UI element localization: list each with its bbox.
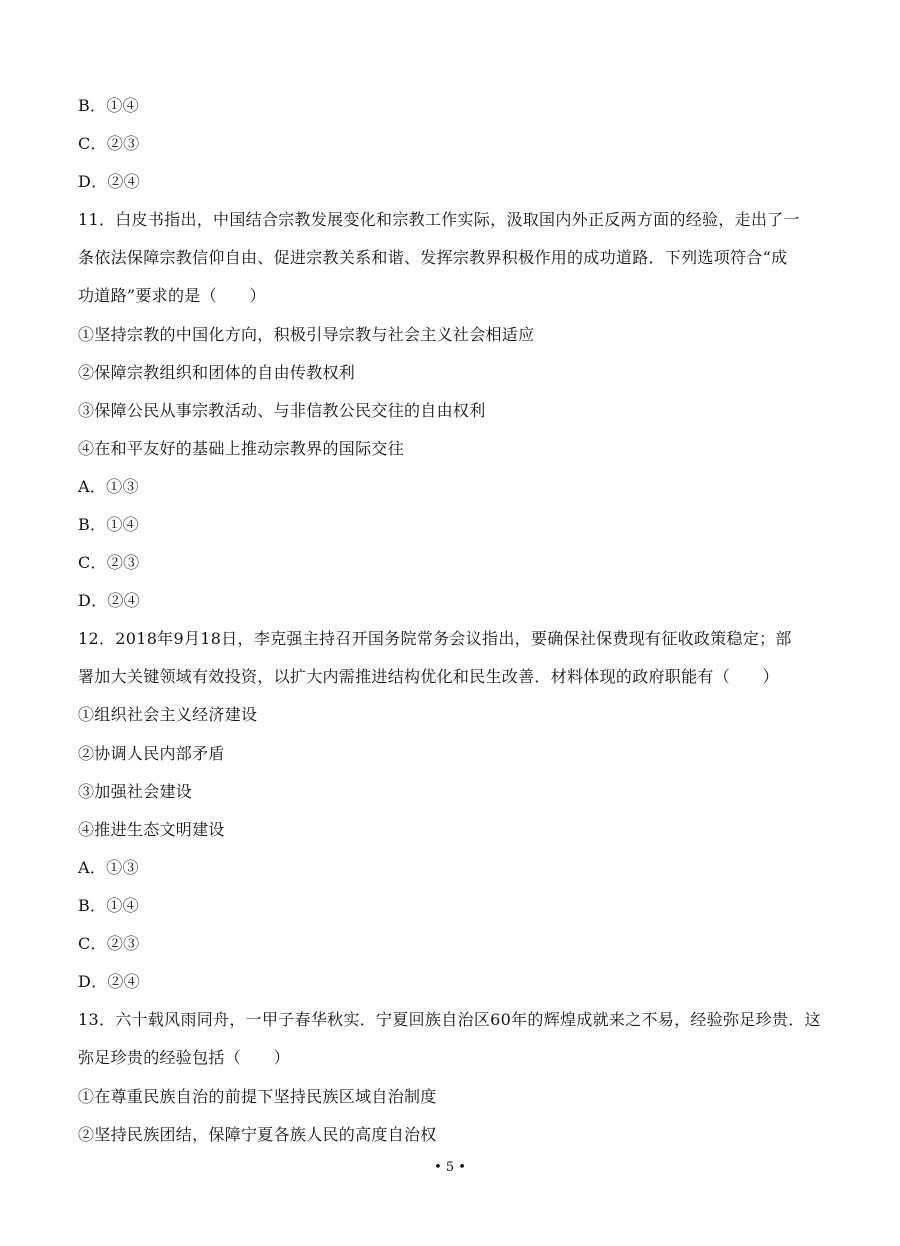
statement-line: ②协调人民内部矛盾 [78, 744, 225, 763]
statement-line: ①组织社会主义经济建设 [78, 705, 258, 724]
text-line-2: C．②③ [78, 134, 140, 153]
option-line: B．①④ [78, 515, 139, 534]
question-13-line-1: 13．六十载风雨同舟，一甲子春华秋实．宁夏回族自治区60年的辉煌成就来之不易，经验弥足珍贵．这 [78, 1010, 821, 1029]
statement-line: ③加强社会建设 [78, 782, 193, 801]
statement-line: ②保障宗教组织和团体的自由传教权利 [78, 363, 356, 382]
option-line: D．②④ [78, 591, 141, 610]
statement-line: ①在尊重民族自治的前提下坚持民族区域自治制度 [78, 1087, 437, 1106]
statement-line: ②坚持民族团结，保障宁夏各族人民的高度自治权 [78, 1125, 437, 1144]
option-line: C．②③ [78, 934, 140, 953]
option-line: A．①③ [78, 858, 139, 877]
statement-line: ④推进生态文明建设 [78, 820, 225, 839]
statement-line: ③保障公民从事宗教活动、与非信教公民交往的自由权利 [78, 401, 486, 420]
question-12-line-1: 12．2018年9月18日，李克强主持召开国务院常务会议指出，要确保社保费现有征收政策稳定；部 [78, 629, 792, 648]
question-12-line-2: 署加大关键领域有效投资，以扩大内需推进结构优化和民生改善．材料体现的政府职能有（ ） [78, 667, 779, 686]
question-11-line-3: 功道路”要求的是（ ） [78, 286, 266, 305]
page-number: • 5 • [434, 1160, 466, 1175]
text-line-3: D．②④ [78, 172, 141, 191]
option-line: C．②③ [78, 553, 140, 572]
question-11-line-1: 11．白皮书指出，中国结合宗教发展变化和宗教工作实际，汲取国内外正反两方面的经验，走出了一 [78, 210, 800, 229]
option-line: D．②④ [78, 972, 141, 991]
question-13-line-2: 弥足珍贵的经验包括（ ） [78, 1048, 290, 1067]
option-line: A．①③ [78, 477, 139, 496]
text-line-1: B．①④ [78, 96, 139, 115]
question-11-line-2: 条依法保障宗教信仰自由、促进宗教关系和谐、发挥宗教界积极作用的成功道路．下列选项符合“成 [78, 248, 788, 267]
statement-line: ④在和平友好的基础上推动宗教界的国际交往 [78, 439, 405, 458]
statement-line: ①坚持宗教的中国化方向，积极引导宗教与社会主义社会相适应 [78, 325, 535, 344]
option-line: B．①④ [78, 896, 139, 915]
